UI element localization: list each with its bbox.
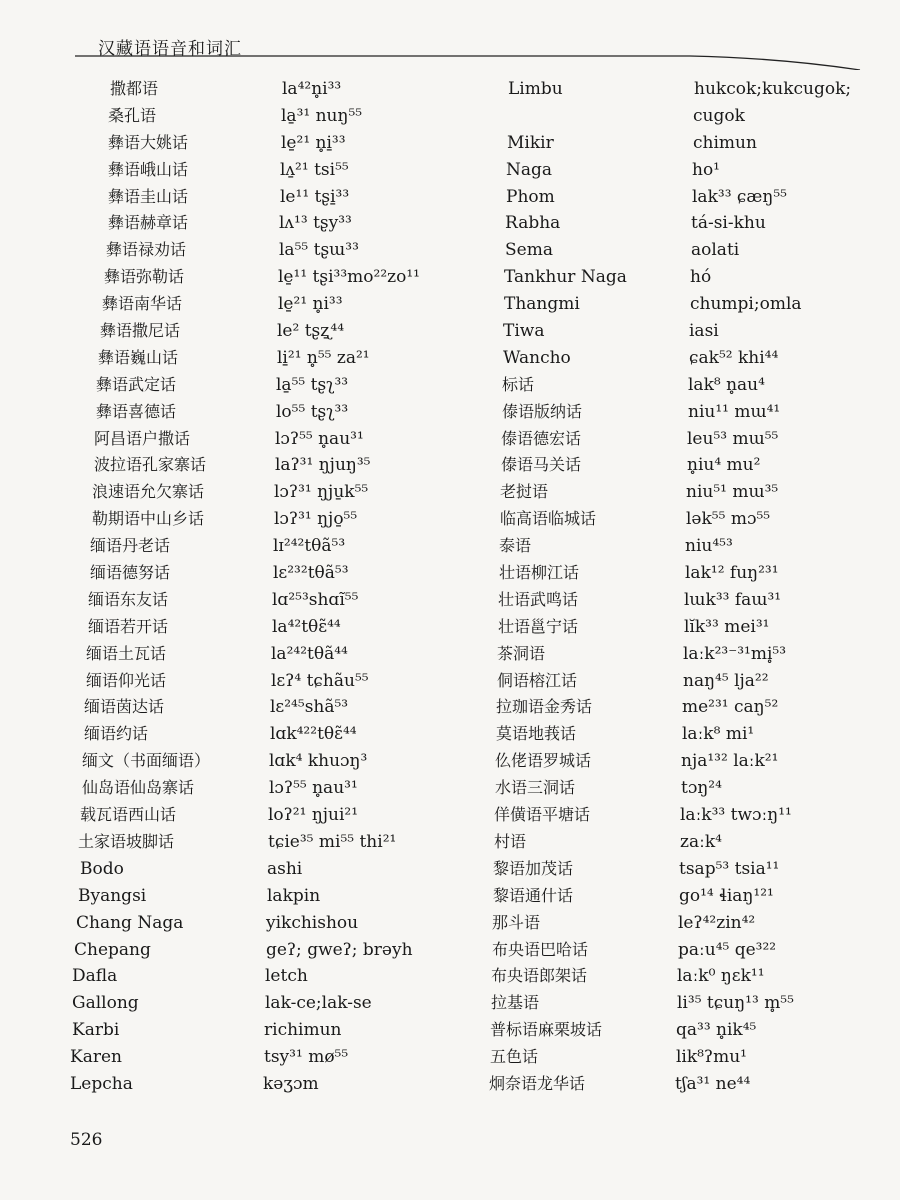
col4-entry: li³⁵ tɕuŋ¹³ m̥⁵⁵ (677, 993, 794, 1014)
col2-entry: lɑk⁴ khuɔŋ³ (269, 751, 368, 772)
col2-entry: kəʒɔm (263, 1073, 319, 1094)
col1-entry: 彝语禄劝话 (106, 240, 187, 260)
col4-entry: paːu⁴⁵ qe³²² (678, 939, 777, 960)
col4-entry: tɔŋ²⁴ (681, 778, 722, 799)
col4-entry: qa³³ n̥ik⁴⁵ (676, 1020, 757, 1041)
col4-entry: chumpi;omla (690, 294, 802, 315)
col1-entry: 撒都语 (110, 79, 159, 98)
col4-entry: lək⁵⁵ mɔ⁵⁵ (686, 509, 771, 530)
col3-entry: 莫语地莪话 (496, 724, 577, 744)
col2-entry: lo⁵⁵ tʂʅ³³ (276, 401, 349, 422)
col2-entry: lɛʔ⁴ tɕhãu⁵⁵ (271, 670, 369, 691)
col1-entry: 缅文（书面缅语） (82, 751, 211, 771)
col1-entry: 彝语峨山话 (108, 159, 189, 179)
col3-entry: 标话 (502, 374, 535, 394)
col3-entry: 仫佬语罗城话 (495, 751, 592, 771)
col2-entry: le̱¹¹ tʂi³³mo²²zo¹¹ (278, 267, 420, 288)
col4-entry: tá-si-khu (691, 213, 766, 234)
col1-entry: 缅语土瓦话 (86, 643, 167, 663)
col2-entry: lɛ²³²tθã⁵³ (273, 563, 349, 584)
col2-entry: le² tʂʐ̱⁴⁴ (277, 321, 345, 342)
col4-entry: niu⁴⁵³ (685, 536, 733, 557)
col1-entry: 浪速语允欠寨话 (92, 482, 205, 502)
col3-entry: Mikir (507, 132, 554, 153)
col2-entry: la̱⁵⁵ tʂʅ³³ (276, 374, 349, 395)
col1-entry: Karen (70, 1047, 122, 1068)
col2-entry: la⁵⁵ tʂɯ³³ (279, 240, 359, 261)
col1-entry: 桑孔语 (108, 105, 157, 125)
column-language-names-2 (488, 76, 668, 1098)
col2-entry: lakpin (267, 885, 321, 906)
col4-entry: ɕak⁵² khi⁴⁴ (689, 347, 779, 368)
col4-entry: lak³³ ɕæŋ⁵⁵ (692, 186, 787, 207)
col2-entry: le̱²¹ n̥i³³ (278, 294, 343, 315)
col4-entry: naŋ⁴⁵ lja²² (683, 670, 769, 691)
col3-entry: 壮语武鸣话 (498, 589, 579, 609)
col1-entry: 彝语赫章话 (108, 213, 189, 233)
col4-entry: ho¹ (692, 159, 720, 180)
col1-entry: 阿昌语户撒话 (94, 428, 191, 448)
col4-entry: lik⁸ʔmu¹ (676, 1047, 747, 1068)
col3-entry: 黎语加茂话 (493, 858, 574, 878)
col2-entry: la⁴²n̥i³³ (282, 79, 342, 99)
col2-entry: ashi (267, 858, 303, 879)
col1-entry: Karbi (72, 1020, 120, 1041)
col3-entry: 老挝语 (500, 482, 549, 502)
col3-entry: 黎语通什话 (493, 885, 574, 905)
col1-entry: Chang Naga (76, 912, 184, 933)
col1-entry: 波拉语孔家寨话 (94, 455, 207, 475)
col3-entry: 布央语巴哈话 (492, 939, 589, 959)
col3-entry: 布央语郎架话 (491, 966, 588, 986)
col4-entry: zaːk⁴ (680, 831, 722, 852)
col3-entry: 五色话 (490, 1047, 539, 1067)
col3-entry: 炯奈语龙华话 (489, 1073, 586, 1093)
col4-entry: niu⁵¹ mɯ³⁵ (686, 482, 779, 503)
col3-entry: Naga (506, 159, 553, 180)
col4-entry: lĭk³³ mei³¹ (684, 616, 770, 637)
col1-entry: 彝语弥勒话 (104, 267, 185, 287)
col4-entry: iasi (689, 321, 719, 342)
col4-entry: niu¹¹ mɯ⁴¹ (688, 401, 781, 422)
col2-entry: lɔʔ⁵⁵ n̥au³¹ (275, 428, 364, 449)
col4-entry: leu⁵³ mɯ⁵⁵ (687, 428, 779, 449)
col2-entry: tɕie³⁵ mi⁵⁵ thi²¹ (268, 831, 397, 852)
col2-entry: lɛ²⁴⁵shã⁵³ (270, 697, 349, 718)
col3-entry: 临高语临城话 (500, 509, 597, 529)
col4-entry: laːk³³ twɔːŋ¹¹ (680, 805, 792, 826)
col3-entry: 佯僙语平塘话 (494, 805, 591, 825)
col4-entry: laːk⁸ mi¹ (682, 724, 755, 745)
col4-entry: leʔ⁴²zin⁴² (678, 912, 756, 933)
col4-entry: laːk⁰ ŋɛk¹¹ (677, 966, 765, 987)
col3-entry: 傣语版纳话 (502, 401, 583, 421)
col3-entry: 普标语麻栗坡话 (490, 1020, 603, 1040)
col1-entry: Bodo (80, 858, 124, 879)
col1-entry: 缅语德努话 (90, 563, 171, 583)
col2-entry: laʔ³¹ ŋjuŋ³⁵ (275, 455, 371, 476)
col1-entry: 彝语武定话 (96, 374, 177, 394)
col1-entry: 彝语大姚话 (108, 132, 189, 152)
col2-entry: geʔ; gweʔ; brəyh (266, 939, 413, 960)
col3-entry: Wancho (503, 347, 571, 368)
col1-entry: 缅语仰光话 (86, 670, 167, 690)
col3-entry: Sema (505, 240, 553, 261)
col1-entry: 彝语南华话 (102, 294, 183, 314)
col2-entry: la²⁴²tθã⁴⁴ (271, 643, 348, 664)
col4-entry: laːk²³⁻³¹mi̥⁵³ (683, 643, 787, 664)
col4-entry: go¹⁴ ɬiaŋ¹²¹ (679, 885, 774, 906)
col2-entry: lʌ̱²¹ tsi⁵⁵ (280, 159, 349, 180)
col2-entry: letch (265, 966, 308, 987)
page-number: 526 (70, 1130, 103, 1150)
col1-entry: Lepcha (70, 1073, 133, 1094)
col1-entry: 勒期语中山乡话 (92, 509, 205, 529)
col1-entry: Byangsi (78, 885, 147, 906)
col2-entry: lɔʔ³¹ ŋjo̱⁵⁵ (274, 509, 358, 530)
col3-entry: 傣语马关话 (501, 455, 582, 475)
col3-entry (488, 103, 668, 130)
col4-entry: nja¹³² laːk²¹ (681, 751, 779, 772)
col1-entry: Dafla (72, 966, 118, 987)
col2-entry: li̱²¹ n̥⁵⁵ za²¹ (277, 347, 370, 368)
col1-entry: 彝语巍山话 (98, 347, 179, 367)
col2-entry: loʔ²¹ ŋjui²¹ (268, 805, 359, 826)
col3-entry: 壮语柳江话 (499, 563, 580, 583)
col3-entry: Rabha (505, 213, 561, 234)
col1-entry: 彝语撒尼话 (100, 321, 181, 341)
col1-entry: Chepang (74, 939, 151, 960)
col2-entry: lɪ²⁴²tθã⁵³ (273, 536, 346, 557)
col2-entry: richimun (264, 1020, 342, 1041)
col1-entry: 仙岛语仙岛寨话 (82, 778, 195, 798)
col2-entry: la⁴²tθɛ̃⁴⁴ (272, 616, 341, 637)
col1-entry: 缅语若开话 (88, 616, 169, 636)
column-forms-1 (262, 76, 472, 1098)
col2-entry: lɑ²⁵³shɑĩ⁵⁵ (272, 589, 359, 610)
col1-entry: 缅语茵达话 (84, 697, 165, 717)
col4-entry: n̥iu⁴ mu² (687, 455, 761, 476)
col2-entry: tsy³¹ mø⁵⁵ (264, 1047, 349, 1068)
col4-entry: me²³¹ caŋ⁵² (682, 697, 779, 718)
col4-entry: hukcok;kukcugok; (694, 79, 852, 99)
col1-entry: 载瓦语西山话 (80, 805, 177, 825)
col3-entry: 村语 (494, 831, 527, 851)
col3-entry: 那斗语 (492, 912, 541, 932)
col3-entry: 水语三洞话 (495, 778, 576, 798)
col3-entry: Phom (506, 186, 555, 207)
col4-entry: lɯk³³ faɯ³¹ (684, 589, 782, 610)
col3-entry: Limbu (508, 79, 563, 99)
col3-entry: Tiwa (503, 321, 545, 342)
col1-entry: 缅语东友话 (88, 589, 169, 609)
col3-entry: 泰语 (499, 536, 532, 556)
col2-entry: lak-ce;lak-se (265, 993, 372, 1014)
col2-entry: le̱²¹ n̥i̱³³ (281, 132, 346, 153)
col2-entry: lʌ¹³ tʂy³³ (279, 213, 352, 234)
col4-entry: cugok (693, 105, 745, 126)
col3-entry: 茶洞语 (497, 643, 546, 663)
col1-entry: 缅语约话 (84, 724, 149, 744)
col4-entry: lak⁸ n̥au⁴ (688, 374, 765, 395)
col1-entry: 缅语丹老话 (90, 536, 171, 556)
col2-entry: lɔʔ⁵⁵ n̥au³¹ (269, 778, 358, 799)
col4-entry: tsap⁵³ tsia¹¹ (679, 858, 780, 879)
col3-entry: 傣语德宏话 (501, 428, 582, 448)
column-language-names-1 (70, 76, 260, 1098)
col1-entry: Gallong (72, 993, 139, 1014)
col4-entry: hó (690, 267, 712, 288)
col2-entry: le¹¹ tʂi̱³³ (280, 186, 350, 207)
col3-entry: 壮语邕宁话 (498, 616, 579, 636)
col4-entry: tʃa³¹ ne⁴⁴ (675, 1073, 751, 1094)
col4-entry: aolati (691, 240, 740, 261)
col1-entry: 彝语喜德话 (96, 401, 177, 421)
col2-entry: la̱³¹ nuŋ⁵⁵ (281, 105, 363, 126)
col3-entry: Thangmi (504, 294, 580, 315)
col2-entry: yikchishou (266, 912, 359, 933)
header-title: 汉藏语语音和词汇 (98, 39, 242, 59)
page-header (0, 0, 900, 70)
col1-entry: 彝语圭山话 (108, 186, 189, 206)
col3-entry: 拉基语 (491, 993, 540, 1013)
col2-entry: lɑk⁴²²tθɛ̃⁴⁴ (270, 724, 357, 745)
column-forms-2 (674, 76, 874, 1098)
col1-entry: 土家语坡脚话 (78, 831, 175, 851)
col4-entry: lak¹² fuŋ²³¹ (685, 563, 779, 584)
col2-entry: lɔʔ³¹ ŋju̱k⁵⁵ (274, 482, 369, 503)
col3-entry: 拉珈语金秀话 (496, 697, 593, 717)
col4-entry: chimun (693, 132, 757, 153)
col3-entry: Tankhur Naga (504, 267, 627, 288)
col3-entry: 侗语榕江话 (497, 670, 578, 690)
